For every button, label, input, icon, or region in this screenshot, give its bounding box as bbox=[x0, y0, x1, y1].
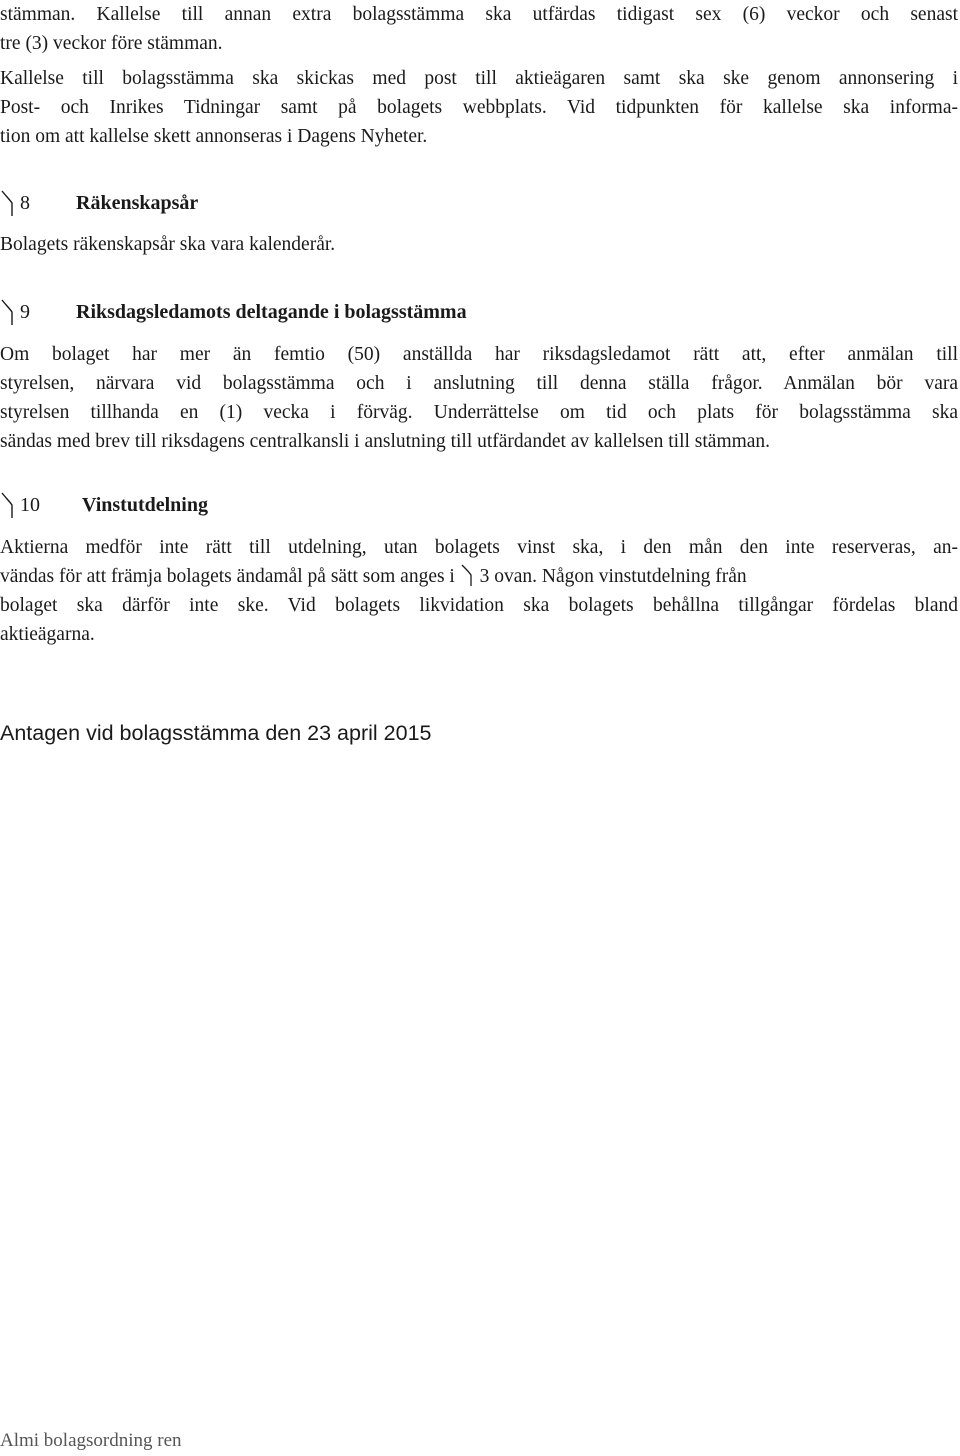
text-line bbox=[0, 562, 958, 591]
text-line: Post- och Inrikes Tidningar samt på bolagets webbplats. Vid tidpunkten för kallelse ska informa- bbox=[0, 97, 958, 118]
paragraph-mp-participation bbox=[0, 340, 958, 456]
section-8-heading bbox=[0, 188, 198, 218]
text-line: styrelsen tillhanda en (1) vecka i förväg. Underrättelse om tid och plats för bolagsstämma ska bbox=[0, 402, 958, 423]
paragraph-fiscal-year bbox=[0, 230, 958, 259]
text-line: aktieägarna. bbox=[0, 624, 95, 645]
text-line: sändas med brev till riksdagens centralkansli i anslutning till utfärdandet av kallelsen till stämman. bbox=[0, 431, 771, 452]
text-line: bolaget ska därför inte ske. Vid bolagets likvidation ska bolagets behållna tillgångar fördelas bland bbox=[0, 595, 958, 616]
footer-document-name: Almi bolagsordning ren bbox=[0, 1430, 182, 1451]
text-line: Kallelse till bolagsstämma ska skickas med post till aktieägaren samt ska ske genom annonsering i bbox=[0, 68, 958, 89]
adoption-statement: Antagen vid bolagsstämma den 23 april 2015 bbox=[0, 721, 432, 745]
section-9-heading bbox=[0, 297, 467, 327]
text-segment: 3 ovan. Någon vinstutdelning från bbox=[479, 566, 747, 587]
section-10-heading bbox=[0, 490, 208, 520]
section-title: Vinstutdelning bbox=[82, 493, 208, 516]
text-line: styrelsen, närvara vid bolagsstämma och i anslutning till denna ställa frågor. Anmälan bör vara bbox=[0, 373, 958, 394]
text-segment: vändas för att främja bolagets ändamål på sätt som anges i bbox=[0, 566, 455, 587]
section-number: 9 bbox=[20, 300, 30, 323]
paragraph-dividends bbox=[0, 533, 958, 649]
text-line: Om bolaget har mer än femtio (50) anställda har riksdagsledamot rätt att, efter anmälan till bbox=[0, 344, 958, 365]
paragraph-notice-timing bbox=[0, 0, 958, 58]
section-sign-icon bbox=[0, 490, 14, 520]
section-number: 8 bbox=[20, 191, 30, 214]
text-line: tre (3) veckor före stämman. bbox=[0, 33, 223, 54]
section-number: 10 bbox=[20, 493, 40, 516]
section-sign-icon bbox=[0, 297, 14, 327]
text-line: stämman. Kallelse till annan extra bolagsstämma ska utfärdas tidigast sex (6) veckor och senast bbox=[0, 4, 958, 25]
text-line: Bolagets räkenskapsår ska vara kalenderår. bbox=[0, 234, 336, 255]
section-title: Räkenskapsår bbox=[76, 191, 199, 214]
text-line: Aktierna medför inte rätt till utdelning, utan bolagets vinst ska, i den mån den inte reserveras, an- bbox=[0, 537, 958, 558]
paragraph-notice-method bbox=[0, 64, 958, 151]
section-title: Riksdagsledamots deltagande i bolagsstämma bbox=[76, 300, 467, 323]
section-sign-icon bbox=[0, 188, 14, 218]
section-sign-icon bbox=[461, 563, 473, 587]
text-line: tion om att kallelse skett annonseras i Dagens Nyheter. bbox=[0, 126, 428, 147]
